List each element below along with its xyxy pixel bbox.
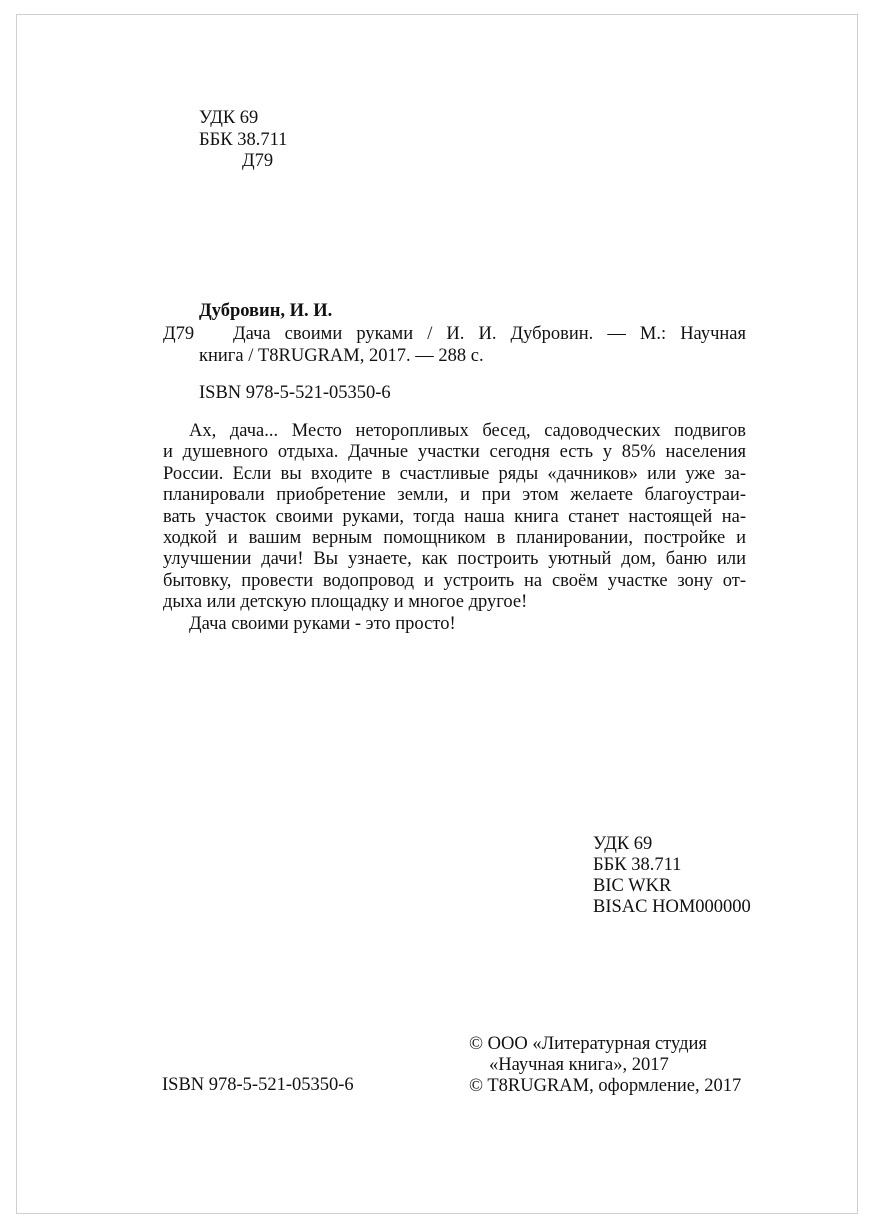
annotation-line: и душевного отдыха. Дачные участки сегодня есть у 85% населения <box>163 442 746 463</box>
copyright-publisher-line-1: © ООО «Литературная студия <box>469 1034 707 1054</box>
bibliographic-description <box>233 324 746 345</box>
header-udk: УДК 69 <box>199 108 259 128</box>
annotation-line: дыха или детскую площадку и многое другое! <box>163 592 528 613</box>
copyright-publisher-line-2: «Научная книга», 2017 <box>489 1055 669 1075</box>
annotation-line: улучшении дачи! Вы узнаете, как построить уютный дом, баню или <box>163 549 746 570</box>
annotation-line: вать участок своими руками, тогда наша книга станет настоящей на- <box>163 506 746 527</box>
classification-bic: BIC WKR <box>593 876 672 896</box>
annotation-line: бытовку, провести водопровод и устроить на своём участке зону от- <box>163 570 746 591</box>
classification-udk: УДК 69 <box>593 834 653 854</box>
author-mark: Д79 <box>163 324 195 344</box>
annotation <box>163 421 746 614</box>
classification-bbk: ББК 38.711 <box>593 855 682 875</box>
annotation-line: ходкой и вашим верным помощником в планировании, постройке и <box>163 528 746 549</box>
classification-bisac: BISAC HOM000000 <box>593 897 751 917</box>
header-author-mark: Д79 <box>242 151 274 171</box>
annotation-line: Ах, дача... Место неторопливых бесед, садоводческих подвигов <box>189 421 746 441</box>
annotation-line: России. Если вы входите в счастливые ряды «дачников» или уже за- <box>163 463 746 484</box>
header-bbk: ББК 38.711 <box>199 130 288 150</box>
annotation-closing: Дача своими руками - это просто! <box>189 614 456 634</box>
description-line: книга / T8RUGRAM, 2017. — 288 с. <box>199 346 484 366</box>
description-line: Дача своими руками / И. И. Дубровин. — М.: Научная <box>233 324 746 344</box>
footer-isbn: ISBN 978-5-521-05350-6 <box>162 1075 354 1095</box>
author-heading: Дубровин, И. И. <box>199 301 333 321</box>
copyright-design: © T8RUGRAM, оформление, 2017 <box>469 1076 742 1096</box>
annotation-line: планировали приобретение земли, и при этом желаете благоустраи- <box>163 485 746 506</box>
isbn-line: ISBN 978-5-521-05350-6 <box>199 383 391 403</box>
